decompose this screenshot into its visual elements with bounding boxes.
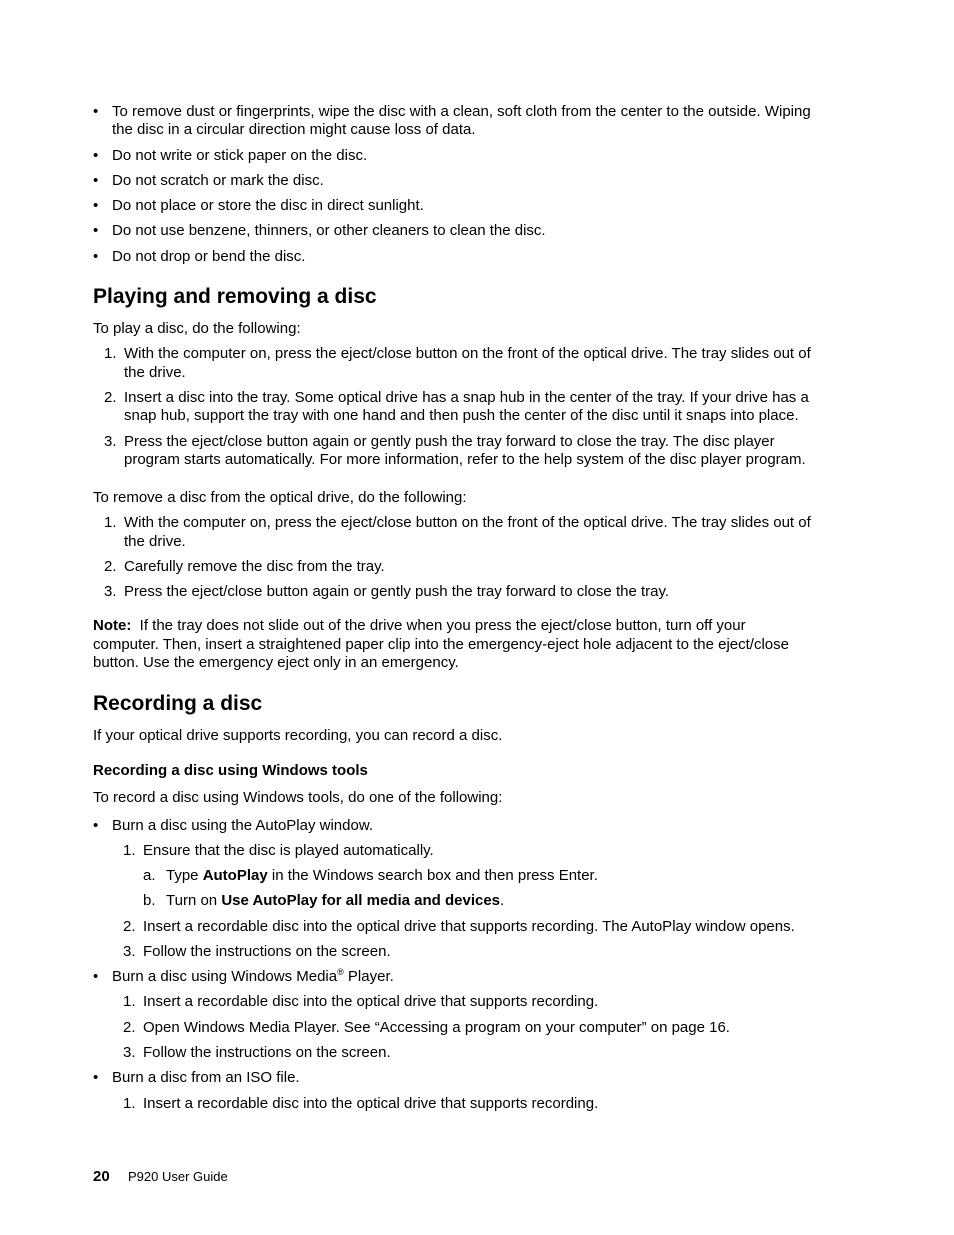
list-item: Insert a recordable disc into the optical drive that supports recording. The AutoPlay window opens. [143,918,795,935]
bullet-marker: • [93,222,99,239]
step-letter: b. [143,892,156,909]
list-item: Do not use benzene, thinners, or other cleaners to clean the disc. [112,222,546,239]
list-item: Insert a recordable disc into the optical drive that supports recording. [143,1095,599,1112]
list-item-continuation: program starts automatically. For more information, refer to the help system of the disc player program. [124,451,806,468]
list-item: Insert a recordable disc into the optical drive that supports recording. [143,993,599,1010]
step-number: 3. [123,1044,136,1061]
step-number: 3. [104,583,117,600]
note-label: Note: [93,617,132,634]
recording-intro: If your optical drive supports recording, you can record a disc. [93,727,503,744]
list-item: Burn a disc from an ISO file. [112,1069,300,1086]
step-number: 2. [104,389,117,406]
document-title: P920 User Guide [128,1169,228,1184]
list-item: Type AutoPlay in the Windows search box and then press Enter. [166,867,598,884]
list-item: Insert a disc into the tray. Some optical drive has a snap hub in the center of the tray. If your drive has a [124,389,809,406]
step-number: 1. [123,993,136,1010]
list-item: Burn a disc using Windows Media® Player. [112,967,394,985]
bullet-marker: • [93,968,99,985]
bullet-marker: • [93,147,99,164]
list-item: Press the eject/close button again or gently push the tray forward to close the tray. [124,583,670,600]
step-number: 2. [123,918,136,935]
list-item: Follow the instructions on the screen. [143,1044,391,1061]
list-item: Press the eject/close button again or gently push the tray forward to close the tray. The disc player [124,433,775,450]
list-item: Do not scratch or mark the disc. [112,172,324,189]
bullet-marker: • [93,197,99,214]
step-letter: a. [143,867,156,884]
list-item-continuation: the drive. [124,364,186,381]
step-number: 1. [104,345,117,362]
list-item: Do not drop or bend the disc. [112,248,306,265]
step-number: 1. [123,1095,136,1112]
bullet-marker: • [93,248,99,265]
bullet-marker: • [93,172,99,189]
list-item: Turn on Use AutoPlay for all media and devices. [166,892,505,909]
list-item: Carefully remove the disc from the tray. [124,558,385,575]
list-item: Burn a disc using the AutoPlay window. [112,817,373,834]
note-text: If the tray does not slide out of the drive when you press the eject/close button, turn off your [139,617,746,634]
list-item: Follow the instructions on the screen. [143,943,391,960]
list-item-continuation: the drive. [124,533,186,550]
subsection-heading: Recording a disc using Windows tools [93,762,368,779]
list-item: Do not place or store the disc in direct sunlight. [112,197,424,214]
list-item: Ensure that the disc is played automatically. [143,842,434,859]
section-heading-recording: Recording a disc [93,692,263,715]
list-item-continuation: the disc in a circular direction might cause loss of data. [112,121,476,138]
note-text: computer. Then, insert a straightened paper clip into the emergency-eject hole adjacent to the eject/close [93,636,789,653]
step-number: 1. [123,842,136,859]
list-item: Do not write or stick paper on the disc. [112,147,368,164]
step-number: 2. [104,558,117,575]
step-number: 3. [104,433,117,450]
bullet-marker: • [93,1069,99,1086]
section-heading-playing: Playing and removing a disc [93,285,377,308]
remove-intro: To remove a disc from the optical drive, do the following: [93,489,467,506]
page-number: 20 [93,1168,110,1185]
step-number: 3. [123,943,136,960]
list-item: To remove dust or fingerprints, wipe the disc with a clean, soft cloth from the center to the outside. Wiping [112,103,811,120]
list-item: With the computer on, press the eject/close button on the front of the optical drive. The tray slides out of [124,345,811,362]
bullet-marker: • [93,103,99,120]
list-item: With the computer on, press the eject/close button on the front of the optical drive. The tray slides out of [124,514,811,531]
subsection-intro: To record a disc using Windows tools, do one of the following: [93,789,503,806]
step-number: 1. [104,514,117,531]
note-text: button. Use the emergency eject only in an emergency. [93,654,459,671]
step-number: 2. [123,1019,136,1036]
list-item: Open Windows Media Player. See “Accessing a program on your computer” on page 16. [143,1019,730,1036]
bullet-marker: • [93,817,99,834]
list-item-continuation: snap hub, support the tray with one hand and then push the center of the disc until it snaps into place. [124,407,799,424]
play-intro: To play a disc, do the following: [93,320,301,337]
